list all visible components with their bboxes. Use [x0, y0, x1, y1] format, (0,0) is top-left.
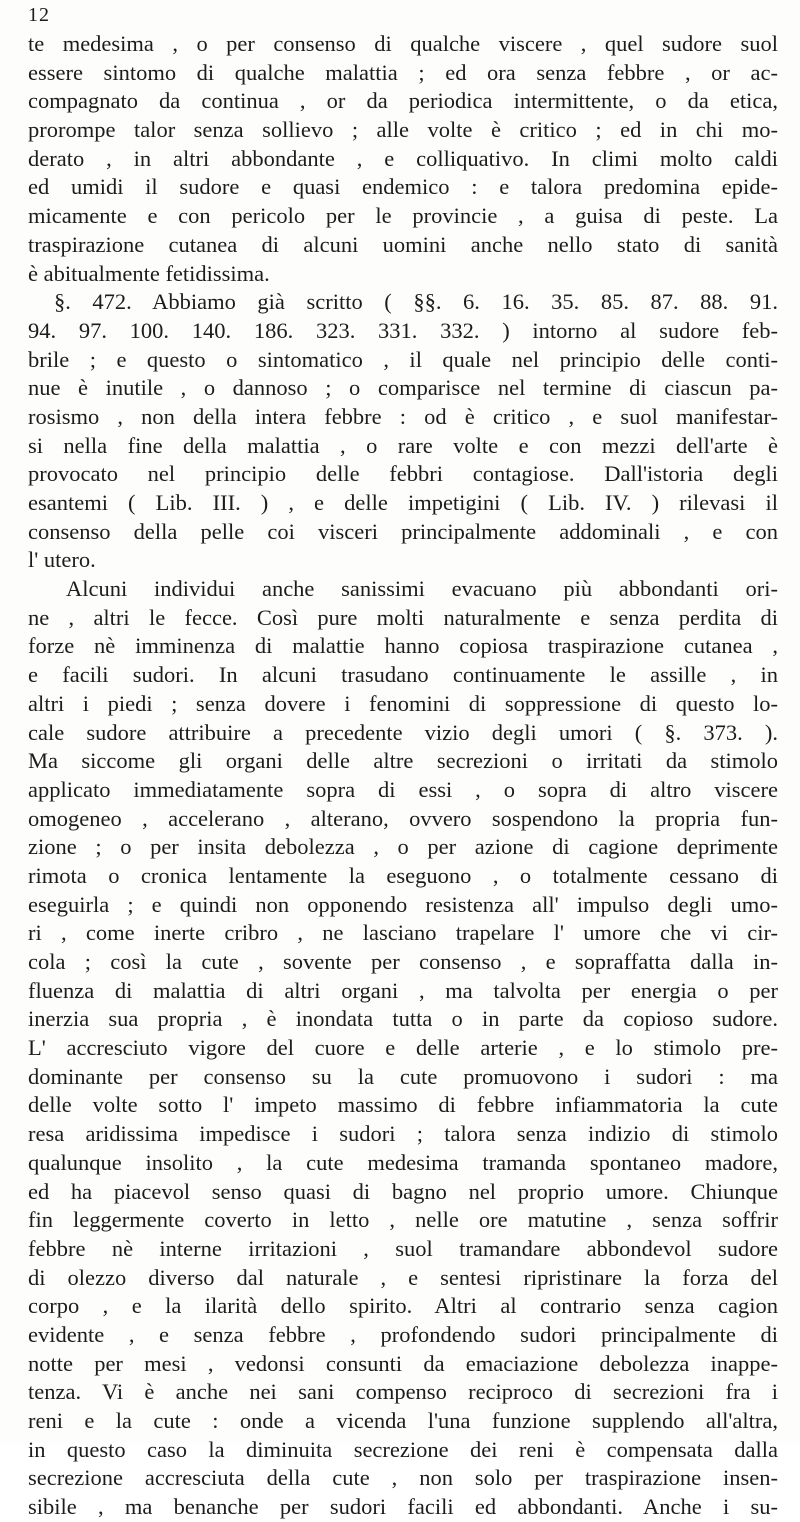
text-line: §. 472. Abbiamo già scritto ( §§. 6. 16. 35. 85. 87. 88. 91. [54, 289, 778, 315]
body-text [28, 30, 778, 1522]
text-line: secrezione accresciuta della cute , non solo per traspirazione insen- [28, 1465, 778, 1491]
text-line: zione ; o per insita debolezza , o per azione di cagione deprimente [28, 834, 778, 860]
text-line: corpo , e la ilarità dello spirito. Altri al contrario senza cagion [28, 1293, 778, 1319]
text-line: essere sintomo di qualche malattia ; ed ora senza febbre , or ac- [28, 59, 778, 85]
text-line: sibile , ma benanche per sudori facili ed abbondanti. Anche i su- [28, 1494, 778, 1520]
text-line: forze nè imminenza di malattie hanno copiosa traspirazione cutanea , [28, 633, 778, 659]
text-line: rimota o cronica lentamente la eseguono , o totalmente cessano di [28, 862, 778, 888]
text-line: esantemi ( Lib. III. ) , e delle impetigini ( Lib. IV. ) rilevasi il [28, 490, 778, 515]
text-line: tenza. Vi è anche nei sani compenso reciproco di secrezioni fra i [28, 1379, 778, 1405]
text-line: 94. 97. 100. 140. 186. 323. 331. 332. ) intorno al sudore feb- [28, 317, 778, 343]
text-line: è abitualmente fetidissima. [28, 260, 270, 286]
text-line: evidente , e senza febbre , profondendo sudori principalmente di [28, 1321, 778, 1347]
text-line: compagnato da continua , or da periodica intermittente, o da etica, [28, 88, 778, 114]
text-line: prorompe talor senza sollievo ; alle volte è critico ; ed in chi mo- [28, 117, 778, 143]
text-line: cola ; così la cute , sovente per consenso , e sopraffatta dalla in- [28, 949, 778, 974]
text-line: ne , altri le fecce. Così pure molti naturalmente e senza perdita di [28, 604, 778, 630]
text-line: qualunque insolito , la cute medesima tramanda spontaneo madore, [28, 1149, 778, 1175]
text-line: l' utero. [28, 547, 96, 573]
text-line: delle volte sotto l' impeto massimo di febbre infiammatoria la cute [28, 1092, 778, 1118]
text-line: consenso della pelle coi visceri principalmente addominali , e con [28, 518, 778, 544]
text-line: resa aridissima impedisce i sudori ; talora senza indizio di stimolo [28, 1121, 778, 1147]
text-line: fin leggermente coverto in letto , nelle ore matutine , senza soffrir [28, 1207, 778, 1233]
text-line: fluenza di malattia di altri organi , ma talvolta per energia o per [28, 977, 778, 1003]
text-line: L' accresciuto vigore del cuore e delle arterie , e lo stimolo pre- [28, 1035, 778, 1061]
text-line: Alcuni individui anche sanissimi evacuano più abbondanti ori- [66, 576, 778, 602]
text-line: e facili sudori. In alcuni trasudano continuamente le assille , in [28, 662, 778, 688]
text-line: altri i piedi ; senza dovere i fenomini di soppressione di questo lo- [28, 690, 778, 716]
text-line: ed umidi il sudore e quasi endemico : e talora predomina epide- [28, 174, 778, 200]
text-line: te medesima , o per consenso di qualche viscere , quel sudore suol [28, 31, 778, 56]
text-line: Ma siccome gli organi delle altre secrezioni o irritati da stimolo [28, 748, 778, 774]
text-line: nue è inutile , o dannoso ; o comparisce nel termine di ciascun pa- [28, 375, 778, 401]
text-line: febbre nè interne irritazioni , suol tramandare abbondevol sudore [28, 1235, 778, 1261]
text-line: eseguirla ; e quindi non opponendo resistenza all' impulso degli umo- [28, 891, 778, 917]
text-line: dominante per consenso su la cute promuovono i sudori : ma [28, 1063, 778, 1089]
text-line: omogeneo , accelerano , alterano, ovvero sospendono la propria fun- [28, 805, 778, 831]
text-line: ed ha piacevol senso quasi di bagno nel proprio umore. Chiunque [28, 1178, 778, 1204]
text-line: in questo caso la diminuita secrezione dei reni è compensata dalla [28, 1436, 778, 1462]
text-line: micamente e con pericolo per le provincie , a guisa di peste. La [28, 203, 778, 229]
text-line: provocato nel principio delle febbri contagiose. Dall'istoria degli [28, 461, 778, 487]
text-line: inerzia sua propria , è inondata tutta o in parte da copioso sudore. [28, 1006, 778, 1032]
text-line: di olezzo diverso dal naturale , e sentesi ripristinare la forza del [28, 1264, 778, 1290]
text-line: rosismo , non della intera febbre : od è critico , e suol manifestar- [28, 403, 778, 429]
text-line: si nella fine della malattia , o rare volte e con mezzi dell'arte è [28, 432, 778, 458]
text-line: ri , come inerte cribro , ne lasciano trapelare l' umore che vi cir- [28, 920, 778, 946]
text-line: cale sudore attribuire a precedente vizio degli umori ( §. 373. ). [28, 719, 778, 745]
text-line: notte per mesi , vedonsi consunti da emaciazione debolezza inappe- [28, 1350, 778, 1376]
text-line: reni e la cute : onde a vicenda l'una funzione supplendo all'altra, [28, 1408, 778, 1433]
text-line: traspirazione cutanea di alcuni uomini anche nello stato di sanità [28, 231, 778, 257]
page-number: 12 [28, 4, 50, 26]
text-line: derato , in altri abbondante , e colliquativo. In climi molto caldi [28, 145, 778, 171]
text-line: brile ; e questo o sintomatico , il quale nel principio delle conti- [28, 346, 778, 372]
text-line: applicato immediatamente sopra di essi , o sopra di altro viscere [28, 776, 778, 802]
